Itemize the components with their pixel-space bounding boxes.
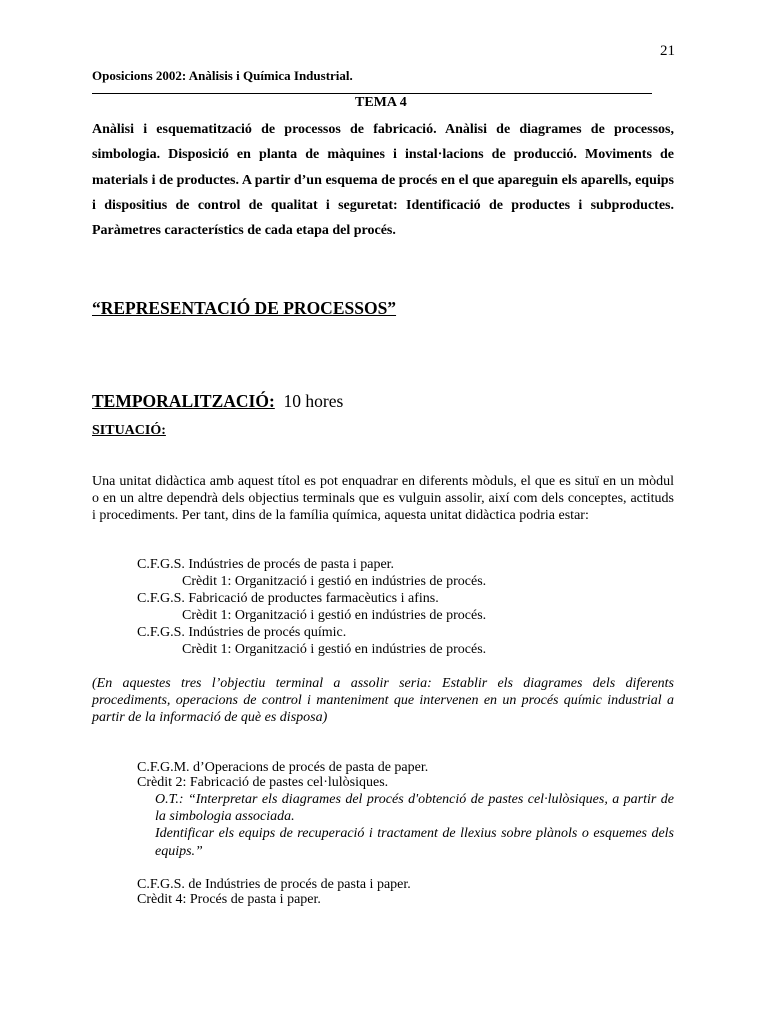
credit-item: Crèdit 1: Organització i gestió en indústries de procés.	[182, 642, 487, 657]
page-number: 21	[660, 43, 675, 59]
credit-item: Crèdit 1: Organització i gestió en indústries de procés.	[182, 574, 487, 589]
timing	[92, 391, 343, 412]
header-divider	[92, 93, 652, 94]
situation-intro: Una unitat didàctica amb aquest títol es pot enquadrar en diferents mòduls, el que es situï en un mòdul o en un altre dependrà dels objectius terminals que es vulguin assolir, així com dels conceptes, actituds i procediments. Per tant, dins de la família química, aquesta unitat didàctica podria estar:	[92, 474, 674, 524]
unit-title: “REPRESENTACIÓ DE PROCESSOS”	[92, 298, 397, 318]
cfgs-last-credit: Crèdit 4: Procés de pasta i paper.	[137, 892, 321, 907]
credit-item: Crèdit 1: Organització i gestió en indústries de procés.	[182, 608, 487, 623]
cfgm-cycle: C.F.G.M. d’Operacions de procés de pasta de paper.	[137, 760, 429, 775]
terminal-objective-2: Identificar els equips de recuperació i tractament de llexius sobre plànols o esquemes dels equips.”	[155, 826, 674, 859]
cfgs-last-cycle: C.F.G.S. de Indústries de procés de pasta i paper.	[137, 877, 411, 892]
objective-note: (En aquestes tres l’objectiu terminal a assolir seria: Establir els diagrames dels diferents procediments, operacions de control i manteniment que intervenen en un procés químic industrial a partir de la informació de què es disposa)	[92, 676, 674, 726]
timing-value: 10 hores	[283, 391, 344, 411]
situation-label: SITUACIÓ:	[92, 423, 166, 438]
course-header: Oposicions 2002: Anàlisis i Química Industrial.	[92, 68, 353, 83]
terminal-objectives	[155, 791, 674, 860]
cycle-item: C.F.G.S. Indústries de procés de pasta i paper.	[137, 557, 395, 572]
cycle-item: C.F.G.S. Fabricació de productes farmacèutics i afins.	[137, 591, 439, 606]
timing-label: TEMPORALITZACIÓ:	[92, 391, 275, 411]
topic-label: TEMA 4	[355, 95, 407, 110]
topic-description: Anàlisi i esquematització de processos de fabricació. Anàlisi de diagrames de processos, simbologia. Disposició en planta de màquines i instal·lacions de producció. Moviments de materials i de productes. A partir d’un esquema de procés en el que apareguin els aparells, equips i dispositius de control de qualitat i seguretat: Identificació de productes i subproductes. Paràmetres característics de cada etapa del procés.	[92, 122, 674, 239]
terminal-objective-1: O.T.: “Interpretar els diagrames del procés d'obtenció de pastes cel·lulòsiques, a partir de la simbologia associada.	[155, 792, 674, 825]
cycle-item: C.F.G.S. Indústries de procés químic.	[137, 625, 347, 640]
cfgm-credit: Crèdit 2: Fabricació de pastes cel·lulòsiques.	[137, 775, 389, 790]
